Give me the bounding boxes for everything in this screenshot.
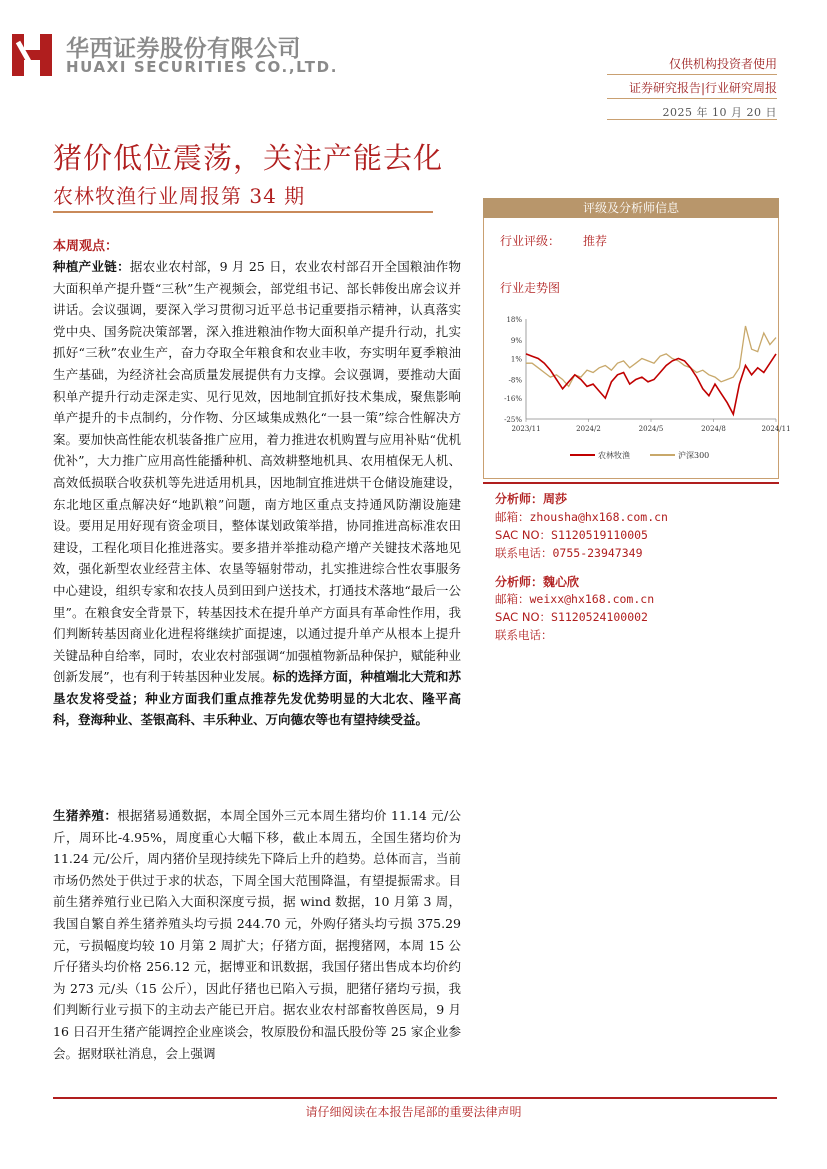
emphasis-text: 种业方面我们重点推荐先发优势明显的大北农、隆平高科，登海种业、荃银高科、丰乐种业、万向德农等也有望持续受益。 (53, 690, 461, 728)
x-tick-label: 2024/2 (576, 425, 601, 433)
y-tick-label: 18% (506, 316, 522, 324)
analyst-name: 分析师：魏心欣 (495, 575, 580, 589)
analyst-name: 分析师：周莎 (495, 492, 568, 506)
analyst-divider (483, 482, 779, 484)
header-divider (607, 98, 777, 99)
y-tick-label: -16% (504, 395, 522, 404)
header-divider (607, 119, 777, 120)
audience-note: 仅供机构投资者使用 (668, 57, 777, 71)
section-heading: 本周观点： (53, 239, 119, 254)
analyst-phone: 联系电话： (495, 628, 553, 642)
paragraph-lead: 生猪养殖： (53, 808, 118, 823)
report-subtitle: 农林牧渔行业周报第 34 期 (53, 184, 306, 208)
analyst-phone: 联系电话：0755-23947349 (495, 546, 643, 560)
series-line-benchmark (526, 326, 776, 386)
report-title: 猪价低位震荡，关注产能去化 (53, 141, 444, 175)
y-tick-label: -25% (504, 416, 522, 424)
report-type: 证券研究报告|行业研究周报 (628, 81, 777, 95)
planting-paragraph (53, 256, 461, 731)
company-name-cn: 华西证券股份有限公司 (66, 36, 301, 62)
title-underline (53, 211, 433, 213)
header-divider (607, 74, 777, 75)
footer-divider (53, 1097, 777, 1099)
paragraph-lead: 种植产业链： (53, 259, 130, 274)
legend-label: 沪深300 (678, 451, 710, 460)
rating-label: 行业评级： (500, 234, 561, 248)
legal-notice: 请仔细阅读在本报告尾部的重要法律声明 (305, 1105, 522, 1119)
paragraph-text: 据农业农村部，9 月 25 日，农业农村部召开全国粮油作物大面积单产提升暨“三秋”生产视频会，部党组书记、部长韩俊出席会议并讲话。会议强调，要深入学习贯彻习近平总书记重要指示精神，认真落实党中央、国务院决策部署，深入推进粮油作物大面积单产提升行动，扎实抓好“三秋”农业生产，奋力夺取全年粮食和农业丰收，夯实明年夏季粮油生产基础，为经济社会高质量发展提供有力支撑。会议强调，要推动大面积单产提升行动走深走实、见行见效，因地制宜抓好技术集成，聚焦影响单产提升的卡点制约，分作物、分区域集成熟化“一县一策”综合性解决方案。要加快高性能农机装备推广应用，着力推进农机购置与应用补贴“优机优补”，大力推广应用高性能播种机、高效耕整地机具、农用植保无人机、高效低损联合收获机等先进适用机具，因地制宜推进烘干仓储设施建设，东北地区重点解决好“地趴粮”问题，南方地区重点支持通风防潮设施建设。要用足用好现有资金项目，整体谋划政策举措，协同推进高标准农田建设，工程化项目化推进落实。要多措并举推动稳产增产关键技术落地见效，强化新型农业经营主体、农垦等辐射带动，扎实推进综合性农事服务中心建设，组织专家和农技人员到田到户送技术，打通技术落地“最后一公里”。在粮食安全背景下，转基因技术在提升单产方面具有革命性作用，我们判断转基因商业化进程将继续扩面提速，以通过提升单产从根本上提升关键品种自给率，同时，农业农村部强调“加强植物新品种保护，赋能种业创新发展”，也有利于转基因种业发展。 (53, 259, 461, 685)
series-line-industry (526, 354, 776, 414)
industry-trend-chart (490, 305, 791, 475)
huaxi-logo-icon (10, 30, 54, 78)
paragraph-text: 根据猪易通数据，本周全国外三元本周生猪均价 11.14 元/公斤，周环比-4.95%，周度重心大幅下移，截止本周五，全国生猪均价为 11.24 元/公斤，周内猪价呈现持续先下降后上升的趋势。总体而言，当前市场仍然处于供过于求的状态，下周全国大范围降温，有望提振需求。目前生猪养殖行业已陷入大面积深度亏损，据 wind 数据，10 月第 3 周，我国自繁自养生猪养殖头均亏损 244.70 元，外购仔猪头均亏损 375.29 元，亏损幅度均较 10 月第 2 周扩大；仔猪方面，据搜猪网，本周 15 公斤仔猪头均价格 256.12 元，据博亚和讯数据，我国仔猪出售成本均价约为 273 元/头（15 公斤），因此仔猪也已陷入亏损，肥猪仔猪均亏损，我们判断行业亏损下的主动去产能已开启。据农业农村部畜牧兽医局，9 月 16 日召开生猪产能调控企业座谈会，牧原股份和温氏股份等 25 家企业参会。据财联社消息，会上强调 (53, 808, 461, 1061)
y-tick-label: 1% (510, 355, 522, 364)
company-name-en: HUAXI SECURITIES CO.,LTD. (66, 58, 338, 76)
y-tick-label: -8% (508, 376, 522, 385)
y-tick-label: 9% (510, 336, 522, 345)
analyst-email: 邮箱：weixx@hx168.com.cn (495, 592, 655, 606)
trend-label: 行业走势图 (500, 281, 561, 295)
rating-value: 推荐 (583, 234, 608, 248)
analyst-sac: SAC NO：S1120519110005 (495, 528, 648, 542)
legend-label: 农林牧渔 (598, 451, 630, 460)
analyst-sac: SAC NO：S1120524100002 (495, 610, 648, 624)
x-tick-label: 2024/11 (761, 425, 791, 433)
x-tick-label: 2023/11 (511, 425, 541, 433)
x-tick-label: 2024/8 (701, 425, 726, 433)
x-tick-label: 2024/5 (638, 425, 664, 433)
emphasis-text: 标的选择方面，种植端北大荒和苏垦农发将受益； (53, 669, 461, 706)
panel-header: 评级及分析师信息 (483, 198, 779, 218)
report-date: 2025 年 10 月 20 日 (662, 106, 777, 119)
hog-paragraph (53, 805, 461, 1064)
analyst-email: 邮箱：zhousha@hx168.com.cn (495, 510, 668, 524)
